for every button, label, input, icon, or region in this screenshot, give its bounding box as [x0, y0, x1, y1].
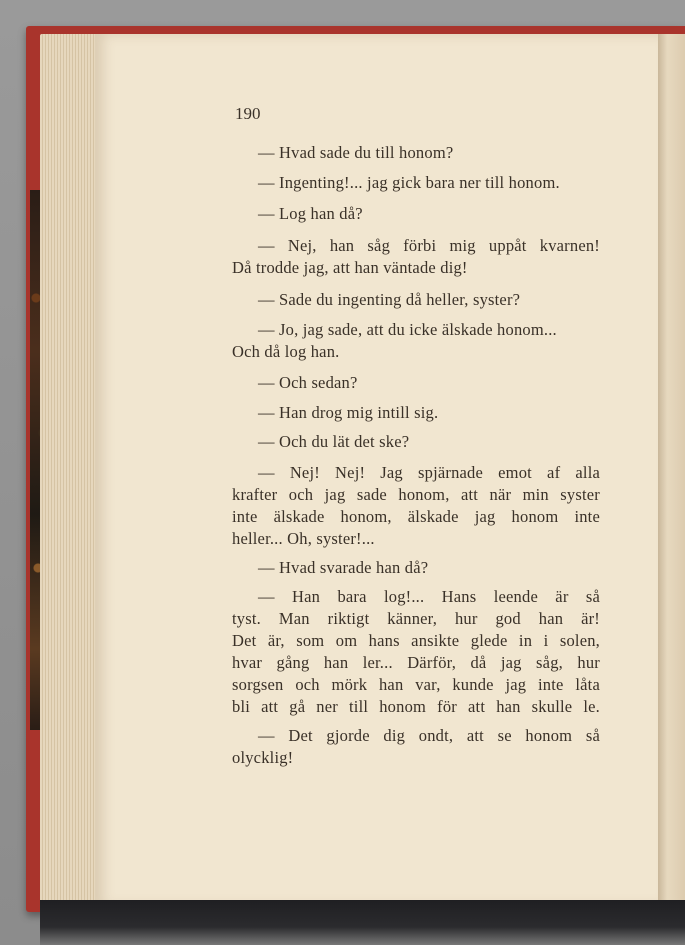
text-line: olycklig! [232, 748, 294, 767]
text-line: — Nej! Nej! Jag spjärnade emot af alla [258, 463, 600, 482]
text-line: — Hvad sade du till honom? [258, 143, 454, 162]
text-line: bli att gå ner till honom för att han skulle le. [232, 697, 600, 716]
text-line: — Ingenting!... jag gick bara ner till honom. [258, 173, 560, 192]
text-line: inte älskade honom, älskade jag honom inte [232, 507, 600, 526]
text-line: — Nej, han såg förbi mig uppåt kvarnen! [258, 236, 600, 255]
text-line: tyst. Man riktigt känner, hur god han är! [232, 609, 600, 628]
text-line: — Och sedan? [258, 373, 358, 392]
page-number: 190 [235, 104, 261, 123]
text-line: Då trodde jag, att han väntade dig! [232, 258, 468, 277]
facing-page-edge [658, 34, 685, 906]
text-line: sorgsen och mörk han var, kunde jag inte låta [232, 675, 600, 694]
text-line: heller... Oh, syster!... [232, 529, 375, 548]
text-line: krafter och jag sade honom, att när min syster [232, 485, 600, 504]
text-line: Och då log han. [232, 342, 340, 361]
text-line: — Log han då? [258, 204, 363, 223]
text-line: — Det gjorde dig ondt, att se honom så [258, 726, 600, 745]
text-line: — Och du lät det ske? [258, 432, 410, 451]
bottom-shadow [40, 900, 685, 945]
text-line: — Han bara log!... Hans leende är så [258, 587, 600, 606]
text-line: — Jo, jag sade, att du icke älskade honom... [258, 320, 557, 339]
text-line: Det är, som om hans ansikte glede in i solen, [232, 631, 600, 650]
text-line: — Hvad svarade han då? [258, 558, 429, 577]
text-line: — Sade du ingenting då heller, syster? [258, 290, 521, 309]
text-line: hvar gång han ler... Därför, då jag såg, hur [232, 653, 600, 672]
text-line: — Han drog mig intill sig. [258, 403, 439, 422]
